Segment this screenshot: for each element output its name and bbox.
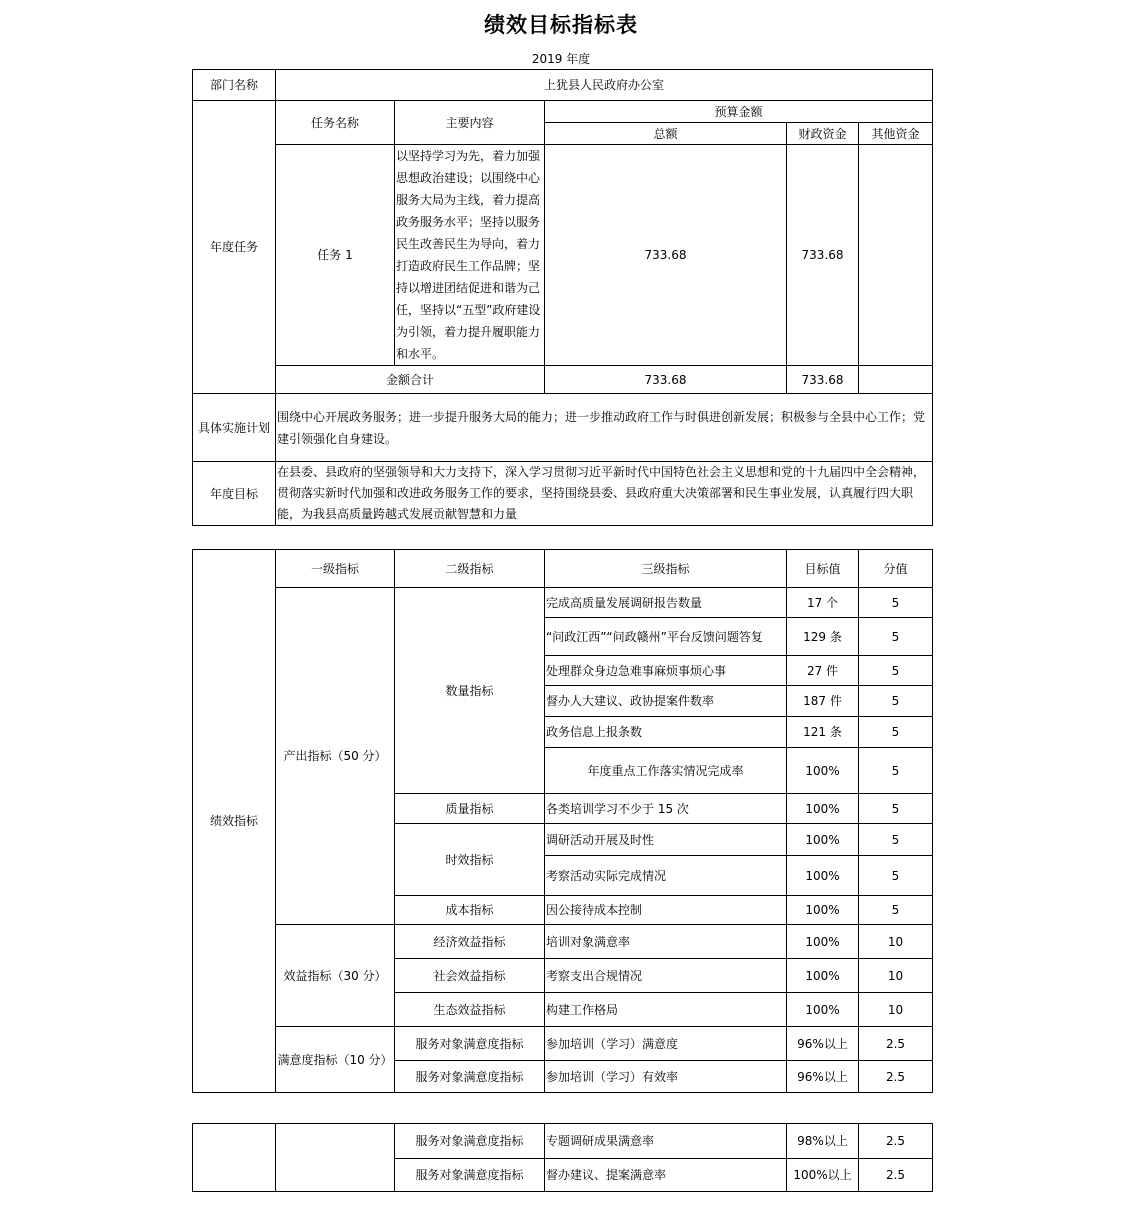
table-row-name: 各类培训学习不少于 15 次: [545, 794, 787, 824]
table-row-target: 100%: [787, 959, 859, 993]
table-row-score: 10: [859, 959, 933, 993]
task-total-cell: 733.68: [545, 145, 787, 366]
table-row-target: 100%: [787, 993, 859, 1027]
target-header: 目标值: [787, 550, 859, 588]
sum-other-cell: [859, 366, 933, 394]
task-fiscal-cell: 733.68: [787, 145, 859, 366]
table-row-score: 5: [859, 748, 933, 794]
table-row-name: 考察活动实际完成情况: [545, 856, 787, 896]
table-row-target: 100%: [787, 748, 859, 794]
budget-header: 预算金额: [545, 101, 933, 123]
task-name-cell: 任务 1: [276, 145, 395, 366]
table-row-target: 17 个: [787, 588, 859, 618]
satisfaction-indicator: 满意度指标（10 分）: [276, 1027, 395, 1093]
table-row-target: 100%: [787, 824, 859, 856]
quality-indicator: 质量指标: [395, 794, 545, 824]
page-title: 绩效目标指标表: [484, 13, 638, 37]
fiscal-header: 财政资金: [787, 123, 859, 145]
table-row-name: 培训对象满意率: [545, 925, 787, 959]
service-satisfaction-indicator: 服务对象满意度指标: [395, 1124, 545, 1159]
continuation-blank-cell: [276, 1124, 395, 1192]
quantity-indicator: 数量指标: [395, 588, 545, 794]
table-row-score: 10: [859, 993, 933, 1027]
annual-task-label: 年度任务: [193, 101, 276, 394]
plan-label: 具体实施计划: [193, 394, 276, 462]
table-row-name: 处理群众身边急难事麻烦事烦心事: [545, 656, 787, 686]
table-row-name: 完成高质量发展调研报告数量: [545, 588, 787, 618]
basic-info-table: [192, 69, 933, 526]
goal-text: 在县委、县政府的坚强领导和大力支持下，深入学习贯彻习近平新时代中国特色社会主义思想和党的十九届四中全会精神，贯彻落实新时代加强和改进政务服务工作的要求，坚持围绕县委、县政府重大决策部署和民生事业发展，认真履行四大职能，为我县高质量跨越式发展贡献智慧和力量: [276, 462, 933, 526]
score-header: 分值: [859, 550, 933, 588]
table-row-score: 5: [859, 794, 933, 824]
table-row-name: 调研活动开展及时性: [545, 824, 787, 856]
other-header: 其他资金: [859, 123, 933, 145]
table-row-target: 100%: [787, 896, 859, 925]
total-header: 总额: [545, 123, 787, 145]
level1-header: 一级指标: [276, 550, 395, 588]
table-row-name: 督办建议、提案满意率: [545, 1159, 787, 1192]
dept-name-label: 部门名称: [193, 70, 276, 101]
table-row-target: 96%以上: [787, 1027, 859, 1061]
table-row-name: 专题调研成果满意率: [545, 1124, 787, 1159]
task-name-header: 任务名称: [276, 101, 395, 145]
plan-text: 围绕中心开展政务服务；进一步提升服务大局的能力；进一步推动政府工作与时俱进创新发展；积极参与全县中心工作；党建引领强化自身建设。: [276, 394, 933, 462]
economic-indicator: 经济效益指标: [395, 925, 545, 959]
service-satisfaction-indicator: 服务对象满意度指标: [395, 1061, 545, 1093]
task-other-cell: [859, 145, 933, 366]
ecological-indicator: 生态效益指标: [395, 993, 545, 1027]
table-row-name: 参加培训（学习）满意度: [545, 1027, 787, 1061]
goal-label: 年度目标: [193, 462, 276, 526]
level2-header: 二级指标: [395, 550, 545, 588]
table-row-target: 121 条: [787, 717, 859, 748]
table-row-score: 5: [859, 588, 933, 618]
table-row-score: 2.5: [859, 1159, 933, 1192]
table-row-target: 100%: [787, 856, 859, 896]
table-row-target: 187 件: [787, 686, 859, 717]
table-row-score: 5: [859, 717, 933, 748]
timeliness-indicator: 时效指标: [395, 824, 545, 896]
sum-label: 金额合计: [276, 366, 545, 394]
table-row-score: 10: [859, 925, 933, 959]
table-row-target: 100%: [787, 925, 859, 959]
table-row-score: 5: [859, 856, 933, 896]
table-row-score: 5: [859, 824, 933, 856]
table-row-name: 考察支出合规情况: [545, 959, 787, 993]
table-row-name: 政务信息上报条数: [545, 717, 787, 748]
table-row-score: 5: [859, 656, 933, 686]
table-row-score: 2.5: [859, 1027, 933, 1061]
table-row-target: 100%: [787, 794, 859, 824]
main-content-header: 主要内容: [395, 101, 545, 145]
table-row-score: 2.5: [859, 1061, 933, 1093]
table-row-score: 5: [859, 618, 933, 656]
task-content-cell: 以坚持学习为先，着力加强思想政治建设；以围绕中心服务大局为主线，着力提高政务服务水平；坚持以服务民生改善民生为导向，着力打造政府民生工作品牌；坚持以增进团结促进和谐为己任，坚持以“五型”政府建设为引领，着力提升履职能力和水平。: [395, 145, 545, 366]
cost-indicator: 成本指标: [395, 896, 545, 925]
table-row-name: 因公接待成本控制: [545, 896, 787, 925]
table-row-name: 督办人大建议、政协提案件数率: [545, 686, 787, 717]
table-row-score: 5: [859, 686, 933, 717]
table-row-name: 参加培训（学习）有效率: [545, 1061, 787, 1093]
indicator-table: [192, 549, 933, 1093]
service-satisfaction-indicator: 服务对象满意度指标: [395, 1159, 545, 1192]
indicator-section-label: 绩效指标: [193, 550, 276, 1093]
sum-total-cell: 733.68: [545, 366, 787, 394]
social-indicator: 社会效益指标: [395, 959, 545, 993]
fiscal-year: 2019 年度: [531, 52, 591, 66]
service-satisfaction-indicator: 服务对象满意度指标: [395, 1027, 545, 1061]
table-row-name: “问政江西”“问政赣州”平台反馈问题答复: [545, 618, 787, 656]
table-row-score: 2.5: [859, 1124, 933, 1159]
continuation-table: [192, 1123, 933, 1192]
table-row-target: 27 件: [787, 656, 859, 686]
table-row-target: 98%以上: [787, 1124, 859, 1159]
table-row-target: 100%以上: [787, 1159, 859, 1192]
table-row-name: 构建工作格局: [545, 993, 787, 1027]
dept-name-value: 上犹县人民政府办公室: [276, 70, 933, 101]
table-row-score: 5: [859, 896, 933, 925]
table-row-target: 96%以上: [787, 1061, 859, 1093]
sum-fiscal-cell: 733.68: [787, 366, 859, 394]
table-row-target: 129 条: [787, 618, 859, 656]
benefit-indicator: 效益指标（30 分）: [276, 925, 395, 1027]
table-row-name: 年度重点工作落实情况完成率: [545, 748, 787, 794]
output-indicator: 产出指标（50 分）: [276, 588, 395, 925]
level3-header: 三级指标: [545, 550, 787, 588]
continuation-blank-cell: [193, 1124, 276, 1192]
